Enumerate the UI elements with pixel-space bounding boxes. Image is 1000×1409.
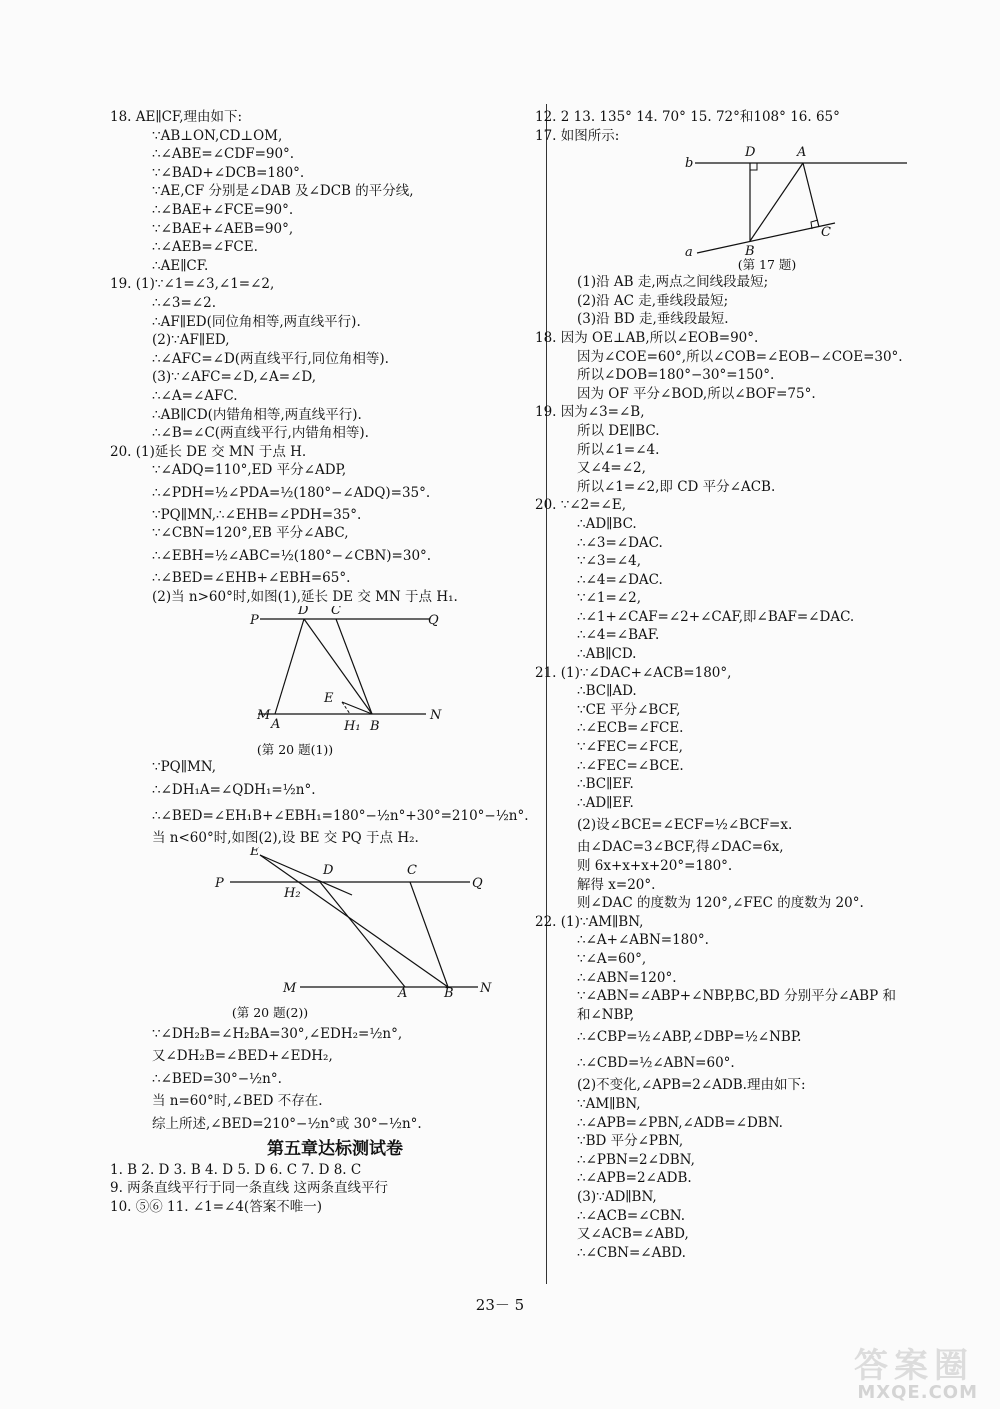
figure-17-caption: (第 17 题)	[737, 257, 797, 273]
watermark-url: MXQE.COM	[857, 1382, 978, 1403]
text-line: 由∠DAC=3∠BCF,得∠DAC=6x,	[577, 839, 784, 856]
text-line: (2)设∠BCE=∠ECF=½∠BCF=x.	[577, 817, 793, 834]
fig2-label-n: N	[480, 981, 492, 997]
text-line: ∴∠4=∠DAC.	[577, 571, 663, 588]
fig1-label-n: N	[430, 708, 442, 724]
text-line: 又∠4=∠2,	[577, 460, 646, 477]
fig17-label-a: A	[797, 145, 807, 161]
text-line: 解得 x=20°.	[577, 876, 656, 893]
fig1-label-m: M	[257, 708, 271, 724]
figure-20-2-diagram	[210, 847, 510, 999]
fig2-label-c: C	[407, 863, 417, 879]
text-line: 所以 DE∥BC.	[577, 422, 660, 439]
text-line: ∵CE 平分∠BCF,	[577, 701, 681, 718]
text-line: ∴∠APB=2∠ADB.	[577, 1170, 692, 1187]
text-line: ∵PQ∥MN,∴∠EHB=∠PDH=35°.	[152, 506, 362, 523]
text-line: 所以∠1=∠2,即 CD 平分∠ACB.	[577, 478, 776, 495]
text-line: ∴AE∥CF.	[152, 257, 209, 274]
text-line: 综上所述,∠BED=210°−½n°或 30°−½n°.	[152, 1115, 422, 1132]
text-line: 当 n<60°时,如图(2),设 BE 交 PQ 于点 H₂.	[152, 829, 419, 846]
fig1-label-a: A	[271, 717, 281, 733]
text-line: 又∠ACB=∠ABD,	[577, 1226, 689, 1243]
text-line: ∴∠ABE=∠CDF=90°.	[152, 146, 295, 163]
text-line: ∴∠4=∠BAF.	[577, 627, 660, 644]
text-line: ∴∠BED=∠EHB+∠EBH=65°.	[152, 570, 351, 587]
text-line: 所以∠DOB=180°−30°=150°.	[577, 367, 775, 384]
fig2-label-d: D	[323, 863, 334, 879]
page-number: 23－ 5	[475, 1296, 525, 1314]
watermark-logo-text: 答案圈	[854, 1346, 974, 1386]
fig17-label-c: C	[821, 225, 831, 241]
text-line: ∴∠PBN=2∠DBN,	[577, 1151, 695, 1168]
text-line: 因为∠COE=60°,所以∠COB=∠EOB−∠COE=30°.	[577, 348, 903, 365]
text-line: 当 n=60°时,∠BED 不存在.	[152, 1093, 323, 1110]
text-line: 20. ∵∠2=∠E,	[535, 497, 627, 514]
text-line: ∴AF∥ED(同位角相等,两直线平行).	[152, 313, 361, 330]
text-line: 则 6x+x+x+20°=180°.	[577, 858, 733, 874]
figure-20-1-caption: (第 20 题(1))	[256, 742, 334, 758]
text-line: ∴∠A+∠ABN=180°.	[577, 932, 709, 949]
text-line: 18. 因为 OE⊥AB,所以∠EOB=90°.	[535, 329, 759, 346]
fig1-label-c: C	[331, 606, 341, 619]
text-line: ∵∠3=∠4,	[577, 553, 641, 570]
text-line: ∵∠BAD+∠DCB=180°.	[152, 164, 305, 181]
text-line: ∴∠CBN=∠ABD.	[577, 1244, 686, 1261]
figure-17	[555, 145, 985, 273]
text-line: 10. ⑤⑥ 11. ∠1=∠4(答案不唯一)	[110, 1198, 322, 1215]
text-line: (2)∵AF∥ED,	[152, 332, 230, 349]
text-line: ∵∠BAE+∠AEB=90°,	[152, 220, 294, 237]
text-line: 所以∠1=∠4.	[577, 441, 660, 458]
text-line: ∴∠FEC=∠BCE.	[577, 757, 684, 774]
fig1-label-d: D	[298, 606, 309, 619]
text-line: 19. (1)∵∠1=∠3,∠1=∠2,	[110, 276, 275, 293]
text-line: ∴AD∥EF.	[577, 794, 634, 811]
answers-12-17	[535, 108, 985, 145]
text-line: ∵∠DH₂B=∠H₂BA=30°,∠EDH₂=½n°,	[152, 1026, 403, 1043]
text-line: ∴∠ABN=120°.	[577, 969, 677, 986]
text-line: ∴∠EBH=½∠ABC=½(180°−∠CBN)=30°.	[152, 548, 432, 565]
text-line: ∴∠A=∠AFC.	[152, 387, 238, 404]
text-line: 19. 因为∠3=∠B,	[535, 404, 645, 421]
text-line: ∵AE,CF 分别是∠DAB 及∠DCB 的平分线,	[152, 183, 414, 200]
fig17-label-b: b	[685, 156, 694, 172]
text-line: ∴∠3=∠DAC.	[577, 534, 663, 551]
figure-20-2-caption: (第 20 题(2))	[231, 1005, 309, 1021]
answer-20-part3	[130, 1021, 540, 1136]
text-line: ∵∠ADQ=110°,ED 平分∠ADP,	[152, 462, 347, 479]
fig2-label-a: A	[398, 986, 408, 1000]
fig2-label-b: B	[444, 986, 454, 1000]
text-line: 20. (1)延长 DE 交 MN 于点 H.	[110, 443, 307, 460]
text-line: ∴∠BAE+∠FCE=90°.	[152, 201, 294, 218]
text-line: ∴∠3=∠2.	[152, 294, 216, 311]
text-line: (2)当 n>60°时,如图(1),延长 DE 交 MN 于点 H₁.	[152, 588, 458, 605]
text-line: ∵∠A=60°,	[577, 950, 647, 967]
text-line: ∴∠PDH=½∠PDA=½(180°−∠ADQ)=35°.	[152, 484, 431, 501]
fig1-label-h1: H₁	[344, 719, 361, 735]
left-column	[110, 108, 540, 1216]
text-line: 18. AE∥CF,理由如下:	[110, 109, 243, 125]
answer-20-part2	[130, 758, 540, 847]
text-line: ∴∠ACB=∠CBN.	[577, 1207, 686, 1224]
text-line: ∴∠CBP=½∠ABP,∠DBP=½∠NBP.	[577, 1029, 802, 1046]
text-line: ∴BC∥EF.	[577, 776, 634, 793]
fig17-label-a-line: a	[685, 245, 693, 258]
text-line: ∴∠APB=∠PBN,∠ADB=∠DBN.	[577, 1114, 783, 1131]
figure-20-1-diagram	[230, 606, 530, 736]
fig1-label-b: B	[370, 719, 380, 735]
text-line: (3)∵∠AFC=∠D,∠A=∠D,	[152, 369, 317, 386]
text-line: 因为 OF 平分∠BOD,所以∠BOF=75°.	[577, 385, 816, 402]
fig17-label-d: D	[745, 145, 756, 161]
text-line: ∴BC∥AD.	[577, 683, 637, 700]
watermark	[782, 1338, 982, 1404]
text-line: (2)沿 AC 走,垂线段最短;	[577, 292, 729, 309]
fig2-label-q: Q	[472, 876, 483, 892]
right-column	[535, 108, 985, 1262]
text-line: 和∠NBP,	[577, 1006, 635, 1023]
text-line: ∵PQ∥MN,	[152, 759, 217, 776]
text-line: 又∠DH₂B=∠BED+∠EDH₂,	[152, 1048, 333, 1065]
text-line: ∴∠AFC=∠D(两直线平行,同位角相等).	[152, 350, 389, 367]
answers-18-20	[110, 108, 540, 606]
figure-17-diagram	[685, 145, 925, 257]
text-line: ∵AM∥BN,	[577, 1095, 641, 1112]
figure-20-2	[130, 847, 540, 1021]
fig1-label-p: P	[250, 613, 259, 629]
text-line: ∵∠ABN=∠ABP+∠NBP,BC,BD 分别平分∠ABP 和	[577, 988, 896, 1005]
column-divider	[546, 104, 547, 1284]
text-line: ∴AB∥CD(内错角相等,两直线平行).	[152, 406, 362, 423]
text-line: ∴∠ECB=∠FCE.	[577, 720, 684, 737]
fig2-label-m: M	[283, 981, 297, 997]
text-line: ∴∠CBD=½∠ABN=60°.	[577, 1055, 735, 1072]
fig1-label-q: Q	[428, 613, 439, 629]
fig2-label-e: E	[250, 847, 260, 860]
text-line: 则∠DAC 的度数为 120°,∠FEC 的度数为 20°.	[577, 895, 864, 912]
text-line: ∴∠BED=30°−½n°.	[152, 1071, 282, 1088]
fig2-label-h2: H₂	[284, 886, 301, 902]
chapter-test-heading: 第五章达标测试卷	[267, 1138, 403, 1159]
text-line: ∵∠FEC=∠FCE,	[577, 739, 683, 756]
text-line: 17. 如图所示:	[535, 127, 620, 144]
text-line: 22. (1)∵AM∥BN,	[535, 913, 644, 930]
text-line: (3)∵AD∥BN,	[577, 1188, 657, 1205]
text-line: 21. (1)∵∠DAC+∠ACB=180°,	[535, 664, 732, 681]
text-line: 1. B 2. D 3. B 4. D 5. D 6. C 7. D 8. C	[110, 1161, 362, 1178]
text-line: ∴AB∥CD.	[577, 646, 637, 663]
text-line: ∴∠BED=∠EH₁B+∠EBH₁=180°−½n°+30°=210°−½n°.	[152, 807, 529, 824]
text-line: ∵AB⊥ON,CD⊥OM,	[152, 127, 283, 144]
fig17-label-bb: B	[745, 244, 755, 258]
text-line: ∴∠B=∠C(两直线平行,内错角相等).	[152, 425, 369, 442]
text-line: ∴∠1+∠CAF=∠2+∠CAF,即∠BAF=∠DAC.	[577, 608, 855, 625]
fig1-label-e: E	[324, 691, 334, 707]
text-line: (1)沿 AB 走,两点之间线段最短;	[577, 274, 769, 291]
figure-20-1	[130, 606, 540, 758]
text-line: 9. 两条直线平行于同一条直线 这两条直线平行	[110, 1180, 388, 1197]
fig2-label-p: P	[215, 876, 224, 892]
chapter-test-answers	[110, 1161, 540, 1217]
text-line: ∴AD∥BC.	[577, 515, 637, 532]
answers-17-22	[535, 273, 985, 1262]
text-line: (2)不变化,∠APB=2∠ADB.理由如下:	[577, 1077, 806, 1094]
text-line: ∴∠AEB=∠FCE.	[152, 239, 258, 256]
text-line: (3)沿 BD 走,垂线段最短.	[577, 311, 729, 328]
text-line: ∴∠DH₁A=∠QDH₁=½n°.	[152, 781, 316, 798]
text-line: ∵BD 平分∠PBN,	[577, 1133, 684, 1150]
text-line: 12. 2 13. 135° 14. 70° 15. 72°和108° 16. 65°	[535, 109, 840, 125]
text-line: ∵∠CBN=120°,EB 平分∠ABC,	[152, 525, 349, 542]
text-line: ∵∠1=∠2,	[577, 590, 641, 607]
